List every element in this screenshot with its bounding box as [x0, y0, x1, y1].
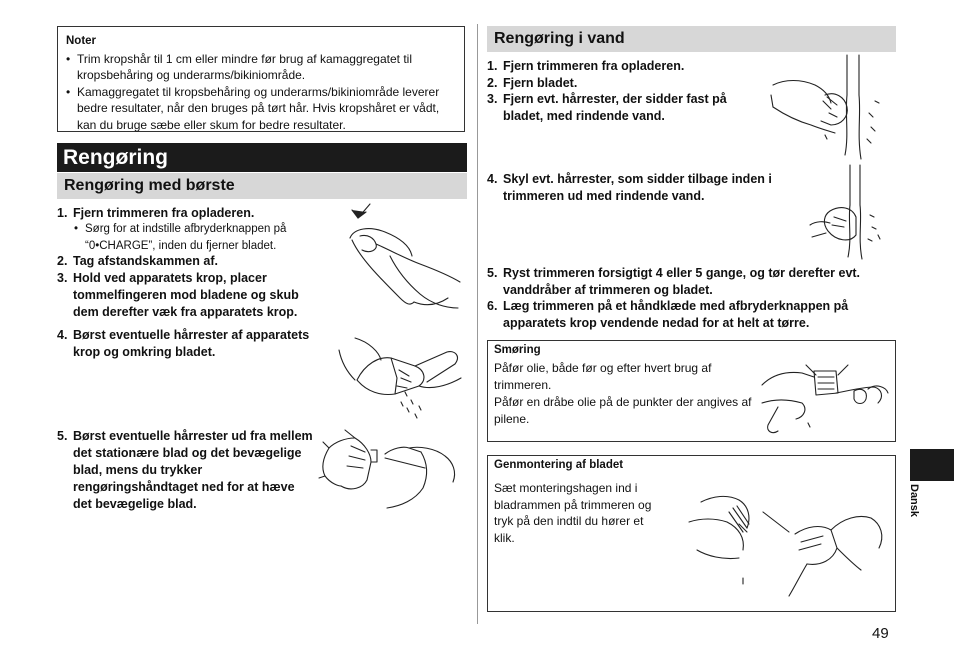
notes-bullet-2: • Kamaggregatet til kropsbehåring og underarms/bikiniområde leverer bedre resultater, når den bruges på tørt hår. Hvis kropshåret er vådt, kan du bruge sæbe eller skum for bedre resultater.: [66, 84, 456, 134]
remove-blade-illustration: [340, 198, 465, 323]
lubrication-illustration: [758, 347, 893, 439]
brush-step-4: 4. Børst eventuelle hårrester af apparatets krop og omkring bladet.: [57, 328, 310, 359]
rinse-body-illustration: [800, 165, 895, 260]
water-step-2: 2. Fjern bladet.: [487, 76, 578, 90]
brush-step-1: 1. Fjern trimmeren fra opladeren.: [57, 206, 255, 220]
water-step-1: 1. Fjern trimmeren fra opladeren.: [487, 59, 685, 73]
page-number: 49: [872, 625, 889, 642]
notes-bullet-1: • Trim kropshår til 1 cm eller mindre før brug af kamaggregatet til kropsbehåring og underarms/bikiniområde.: [66, 51, 456, 84]
language-label: Dansk: [908, 484, 920, 518]
brush-step-5: 5. Børst eventuelle hårrester ud fra mellem det stationære blad og det bevægelige blad, mens du trykker rengøringshåndtaget ned for at hæve det bevægelige blad.: [57, 429, 313, 511]
reassembly-illustration: [683, 478, 888, 606]
brush-step-3: 3. Hold ved apparatets krop, placer tommelfingeren mod bladene og skub dem derefter væk fra apparatets krop.: [57, 271, 299, 319]
lubrication-text-1: Påfør olie, både før og efter hvert brug af trimmeren.: [494, 361, 712, 392]
water-step-3: 3. Fjern evt. hårrester, der sidder fast på bladet, med rindende vand.: [487, 92, 727, 123]
notes-box: [57, 26, 465, 132]
brush-body-illustration: [335, 330, 465, 425]
reassembly-text: Sæt monteringshagen ind i bladrammen på trimmeren og tryk på den indtil du hører et klik.: [494, 481, 652, 545]
language-tab: [910, 449, 954, 481]
reassembly-title: Genmontering af bladet: [494, 459, 624, 471]
reassembly-box: [487, 455, 896, 612]
brush-heading: Rengøring med børste: [57, 173, 467, 199]
column-divider: [477, 24, 478, 624]
notes-title: Noter: [66, 35, 97, 47]
brush-step-1-note: • Sørg for at indstille afbryderknappen på “0•CHARGE”, inden du fjerner bladet.: [74, 221, 325, 254]
page-title: Rengøring: [57, 143, 467, 172]
lubrication-box: [487, 340, 896, 442]
brush-blades-illustration: [315, 428, 465, 508]
lubrication-text-2: Påfør en dråbe olie på de punkter der angives af pilene.: [494, 395, 752, 426]
brush-step-2: 2. Tag afstandskammen af.: [57, 254, 218, 268]
water-step-5: 5. Ryst trimmeren forsigtigt 4 eller 5 gange, og tør derefter evt. vanddråber af trimmeren og bladet.: [487, 266, 861, 297]
lubrication-title: Smøring: [494, 344, 541, 356]
water-heading: Rengøring i vand: [487, 26, 896, 52]
water-step-4: 4. Skyl evt. hårrester, som sidder tilbage inden i trimmeren ud med rindende vand.: [487, 172, 772, 203]
rinse-blade-illustration: [765, 55, 890, 165]
water-step-6: 6. Læg trimmeren på et håndklæde med afbryderknappen på apparatets krop vendende nedad for at helt at tørre.: [487, 299, 849, 330]
